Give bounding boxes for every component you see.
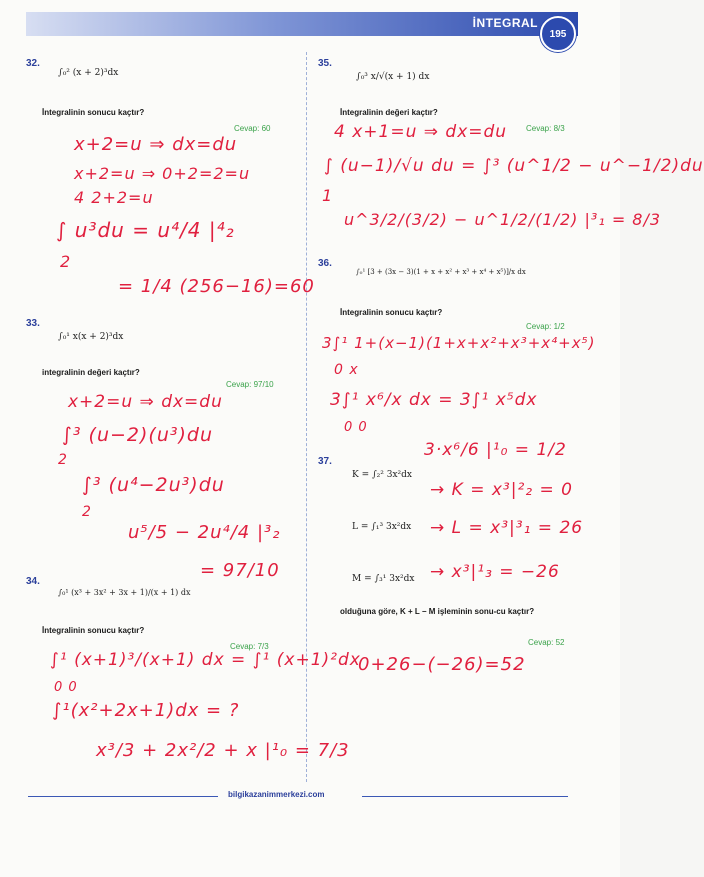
question-34-number: 34. bbox=[26, 576, 40, 587]
q34-handwriting-1: ∫¹ (x+1)³/(x+1) dx = ∫¹ (x+1)²dx bbox=[50, 650, 361, 670]
section-title: İNTEGRAL bbox=[472, 16, 538, 30]
question-35-prompt: İntegralinin değeri kaçtır? bbox=[340, 108, 438, 117]
q32-handwriting-3: 4 2+2=u bbox=[74, 188, 154, 207]
footer-site: bilgikazanimmerkezi.com bbox=[228, 790, 325, 799]
q35-handwriting-4: u^3/2/(3/2) − u^1/2/(1/2) |³₁ = 8/3 bbox=[344, 210, 662, 229]
question-32-prompt: İntegralinin sonucu kaçtır? bbox=[42, 108, 145, 117]
q37-handwriting-1: → K = x³|²₂ = 0 bbox=[430, 480, 573, 500]
q33-handwriting-7: = 97/10 bbox=[200, 560, 280, 581]
q32-handwriting-2: x+2=u ⇒ 0+2=2=u bbox=[74, 164, 251, 183]
q37-handwriting-3: → x³|¹₃ = −26 bbox=[430, 562, 560, 582]
q32-handwriting-5: 2 bbox=[60, 252, 72, 271]
q33-handwriting-5: 2 bbox=[82, 504, 92, 520]
question-32-answer: Cevap: 60 bbox=[234, 124, 271, 133]
question-37-K: K = ∫₂² 3x²dx bbox=[352, 470, 412, 480]
q36-handwriting-4: 0 0 bbox=[344, 420, 368, 435]
question-36-answer: Cevap: 1/2 bbox=[526, 322, 565, 331]
question-37-M: M = ∫₃¹ 3x²dx bbox=[352, 574, 415, 584]
q33-handwriting-3: 2 bbox=[58, 452, 68, 468]
q36-handwriting-3: 3∫¹ x⁶/x dx = 3∫¹ x⁵dx bbox=[330, 390, 538, 410]
question-33-integral: ∫₀¹ x(x + 2)³dx bbox=[58, 332, 124, 342]
question-36-prompt: İntegralinin sonucu kaçtır? bbox=[340, 308, 443, 317]
question-32-number: 32. bbox=[26, 58, 40, 69]
q34-handwriting-4: x³/3 + 2x²/2 + x |¹₀ = 7/3 bbox=[96, 740, 350, 761]
question-35-answer: Cevap: 8/3 bbox=[526, 124, 565, 133]
q32-handwriting-1: x+2=u ⇒ dx=du bbox=[74, 134, 238, 155]
q33-handwriting-2: ∫³ (u−2)(u³)du bbox=[62, 424, 214, 446]
q33-handwriting-1: x+2=u ⇒ dx=du bbox=[68, 392, 223, 412]
question-34-answer: Cevap: 7/3 bbox=[230, 642, 269, 651]
question-34-integral: ∫₀¹ (x³ + 3x² + 3x + 1)/(x + 1) dx bbox=[58, 588, 191, 597]
question-32-integral: ∫₀² (x + 2)³dx bbox=[58, 68, 119, 78]
q36-handwriting-1: 3∫¹ 1+(x−1)(1+x+x²+x³+x⁴+x⁵) bbox=[322, 334, 596, 352]
q35-handwriting-3: 1 bbox=[322, 186, 334, 205]
question-33-answer: Cevap: 97/10 bbox=[226, 380, 274, 389]
question-33-prompt: integralinin değeri kaçtır? bbox=[42, 368, 140, 377]
footer-line-right bbox=[362, 796, 568, 797]
question-37-number: 37. bbox=[318, 456, 332, 467]
q34-handwriting-3: ∫¹(x²+2x+1)dx = ? bbox=[52, 700, 240, 721]
page-number-badge bbox=[540, 16, 576, 52]
q33-handwriting-4: ∫³ (u⁴−2u³)du bbox=[82, 474, 225, 496]
question-36-integral: ∫₀¹ [3 + (3x − 3)(1 + x + x² + x³ + x⁴ + x⁵)]/x dx bbox=[356, 268, 526, 276]
question-37-prompt: olduğuna göre, K + L − M işleminin sonu-cu kaçtır? bbox=[340, 607, 535, 616]
q35-handwriting-1: 4 x+1=u ⇒ dx=du bbox=[334, 122, 508, 142]
column-divider bbox=[306, 52, 307, 782]
question-35-integral: ∫₀³ x/√(x + 1) dx bbox=[356, 72, 430, 82]
question-37-L: L = ∫₁³ 3x²dx bbox=[352, 522, 412, 532]
question-35-number: 35. bbox=[318, 58, 332, 69]
q32-handwriting-4: ∫ u³du = u⁴/4 |⁴₂ bbox=[56, 218, 235, 242]
page-number: 195 bbox=[549, 28, 567, 40]
q37-handwriting-4: 0+26−(−26)=52 bbox=[358, 654, 526, 675]
question-34-prompt: İntegralinin sonucu kaçtır? bbox=[42, 626, 145, 635]
question-36-number: 36. bbox=[318, 258, 332, 269]
q36-handwriting-2: 0 x bbox=[334, 362, 359, 378]
q36-handwriting-5: 3·x⁶/6 |¹₀ = 1/2 bbox=[424, 440, 567, 460]
question-37-answer: Cevap: 52 bbox=[528, 638, 565, 647]
q33-handwriting-6: u⁵/5 − 2u⁴/4 |³₂ bbox=[128, 522, 281, 543]
q35-handwriting-2: ∫ (u−1)/√u du = ∫³ (u^1/2 − u^−1/2)du bbox=[324, 156, 704, 176]
q34-handwriting-2: 0 0 bbox=[54, 680, 78, 695]
footer-line-left bbox=[28, 796, 218, 797]
q32-handwriting-6: = 1/4 (256−16)=60 bbox=[118, 276, 315, 297]
question-33-number: 33. bbox=[26, 318, 40, 329]
q37-handwriting-2: → L = x³|³₁ = 26 bbox=[430, 518, 584, 538]
